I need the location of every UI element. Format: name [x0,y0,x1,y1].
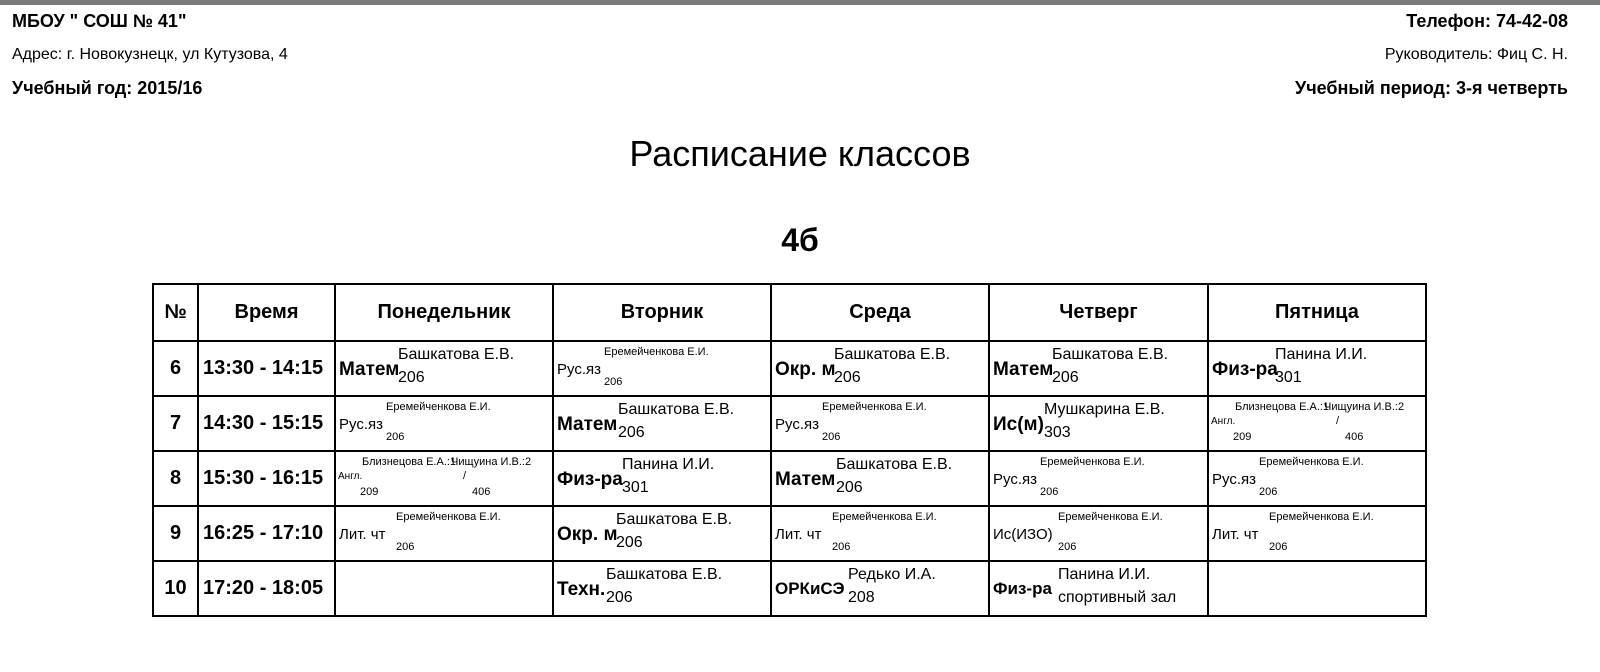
lesson-teacher: Башкатова Е.В. [836,456,953,473]
column-header-thursday: Четверг [989,284,1208,341]
lesson-room: спортивный зал [1058,589,1177,606]
lesson-teacher: Еремейченкова Е.И. [396,511,501,523]
lesson-teacher: Еремейченкова Е.И. [832,511,937,523]
lesson-teacher: Еремейченкова Е.И. [1269,511,1374,523]
lesson-subject: Ис(м) [993,414,1044,435]
table-row [153,561,1426,616]
lesson-teacher: Башкатова Е.В. [618,401,735,418]
lesson-number: 6 [153,341,198,396]
lesson-teacher: Панина И.И. [1275,346,1368,363]
lesson-room: 206 [606,589,633,606]
lesson-teacher: Башкатова Е.В. [616,511,733,528]
lesson-teacher: Башкатова Е.В. [834,346,951,363]
lesson-room: 206 [1040,486,1059,498]
lesson-cell [335,451,553,506]
lesson-subject: Матем [339,359,400,380]
lesson-room-group-2: 406 [472,486,491,498]
lesson-teacher: Панина И.И. [1058,566,1151,583]
lesson-cell [989,506,1208,561]
top-border [0,0,1600,5]
table-row [153,396,1426,451]
lesson-subject: Физ-ра [993,579,1052,598]
lesson-subject: Лит. чт [1212,526,1259,543]
school-phone: Телефон: 74-42-08 [1406,11,1568,31]
lesson-subject: Лит. чт [775,526,822,543]
lesson-subject: Рус.яз [775,416,820,433]
lesson-room: 206 [398,369,425,386]
lesson-cell [553,341,771,396]
lesson-teacher: Башкатова Е.В. [606,566,723,583]
lesson-cell [771,561,989,616]
lesson-room: 206 [832,541,851,553]
lesson-number: 8 [153,451,198,506]
lesson-room: 206 [1052,369,1079,386]
lesson-subject: Англ. [1211,416,1236,427]
lesson-subject: Матем [775,469,836,490]
lesson-subject: Лит. чт [339,526,386,543]
lesson-cell [989,451,1208,506]
lesson-teacher: Башкатова Е.В. [398,346,515,363]
lesson-room: 206 [618,424,645,441]
lesson-cell [553,506,771,561]
page-title: Расписание классов [629,133,971,174]
lesson-room: 206 [396,541,415,553]
lesson-teacher: Панина И.И. [622,456,715,473]
lesson-cell [771,506,989,561]
lesson-room-group-1: 209 [360,486,379,498]
academic-year: Учебный год: 2015/16 [12,78,203,98]
lesson-teacher-group-1: Близнецова Е.А.:1 [1235,401,1330,413]
lesson-time: 16:25 - 17:10 [198,506,335,561]
column-header-monday: Понедельник [335,284,553,341]
lesson-subject: Физ-ра [1212,359,1278,380]
lesson-room: 206 [616,534,643,551]
lesson-room-group-2: 406 [1345,431,1364,443]
lesson-subject: Физ-ра [557,469,623,490]
column-header-num: № [153,284,198,341]
lesson-cell [553,561,771,616]
lesson-cell [771,396,989,451]
group-separator: / [1336,415,1340,427]
lesson-room: 206 [1269,541,1288,553]
lesson-room: 206 [1259,486,1278,498]
lesson-subject: Англ. [338,471,363,482]
lesson-number: 9 [153,506,198,561]
lesson-cell [771,451,989,506]
column-header-wednesday: Среда [771,284,989,341]
lesson-subject: Ис(ИЗО) [993,526,1053,543]
lesson-room: 206 [386,431,405,443]
lesson-teacher-group-2: Чищуина И.В.:2 [1324,401,1405,413]
lesson-subject: Рус.яз [557,361,602,378]
lesson-subject: Матем [993,359,1054,380]
lesson-cell [989,561,1208,616]
lesson-subject: Рус.яз [1212,471,1257,488]
school-address: Адрес: г. Новокузнецк, ул Кутузова, 4 [12,46,288,63]
lesson-teacher: Еремейченкова Е.И. [822,401,927,413]
lesson-cell-empty [1208,561,1426,616]
lesson-teacher: Еремейченкова Е.И. [604,346,709,358]
class-name: 4б [781,222,819,258]
lesson-subject: Техн. [557,579,606,600]
lesson-time: 15:30 - 16:15 [198,451,335,506]
lesson-subject: Окр. м [557,524,618,545]
lesson-number: 7 [153,396,198,451]
lesson-room: 206 [836,479,863,496]
lesson-room-group-1: 209 [1233,431,1252,443]
lesson-room: 301 [622,479,649,496]
lesson-cell [553,451,771,506]
lesson-subject: Рус.яз [339,416,384,433]
lesson-time: 14:30 - 15:15 [198,396,335,451]
lesson-cell [553,396,771,451]
lesson-subject: Окр. м [775,359,836,380]
lesson-teacher: Еремейченкова Е.И. [1259,456,1364,468]
school-name: МБОУ " СОШ № 41" [12,11,187,31]
lesson-cell [335,341,553,396]
group-separator: / [463,470,467,482]
lesson-cell [1208,341,1426,396]
lesson-teacher: Еремейченкова Е.И. [1058,511,1163,523]
lesson-teacher: Еремейченкова Е.И. [386,401,491,413]
academic-period: Учебный период: 3-я четверть [1295,78,1568,98]
lesson-room: 301 [1275,369,1302,386]
school-director: Руководитель: Фиц С. Н. [1384,46,1568,63]
lesson-teacher: Еремейченкова Е.И. [1040,456,1145,468]
lesson-cell [335,506,553,561]
lesson-subject: Матем [557,414,618,435]
lesson-room: 303 [1044,424,1071,441]
lesson-number: 10 [153,561,198,616]
lesson-subject: ОРКиСЭ [775,579,845,598]
lesson-teacher-group-1: Близнецова Е.А.:1 [362,456,457,468]
lesson-room: 206 [834,369,861,386]
lesson-room: 208 [848,589,875,606]
table-row [153,506,1426,561]
lesson-teacher-group-2: Чищуина И.В.:2 [451,456,532,468]
lesson-teacher: Редько И.А. [848,566,936,583]
schedule-table [152,283,1427,617]
lesson-teacher: Мушкарина Е.В. [1044,401,1165,418]
lesson-room: 206 [604,376,623,388]
lesson-time: 13:30 - 14:15 [198,341,335,396]
lesson-cell [771,341,989,396]
lesson-subject: Рус.яз [993,471,1038,488]
lesson-cell-empty [335,561,553,616]
lesson-cell [1208,451,1426,506]
lesson-time: 17:20 - 18:05 [198,561,335,616]
column-header-tuesday: Вторник [553,284,771,341]
table-row [153,451,1426,506]
lesson-cell [989,341,1208,396]
table-row [153,341,1426,396]
column-header-time: Время [198,284,335,341]
lesson-cell [1208,396,1426,451]
lesson-room: 206 [1058,541,1077,553]
lesson-cell [335,396,553,451]
column-header-friday: Пятница [1208,284,1426,341]
lesson-cell [989,396,1208,451]
lesson-room: 206 [822,431,841,443]
lesson-cell [1208,506,1426,561]
table-header-row [153,284,1426,341]
lesson-teacher: Башкатова Е.В. [1052,346,1169,363]
